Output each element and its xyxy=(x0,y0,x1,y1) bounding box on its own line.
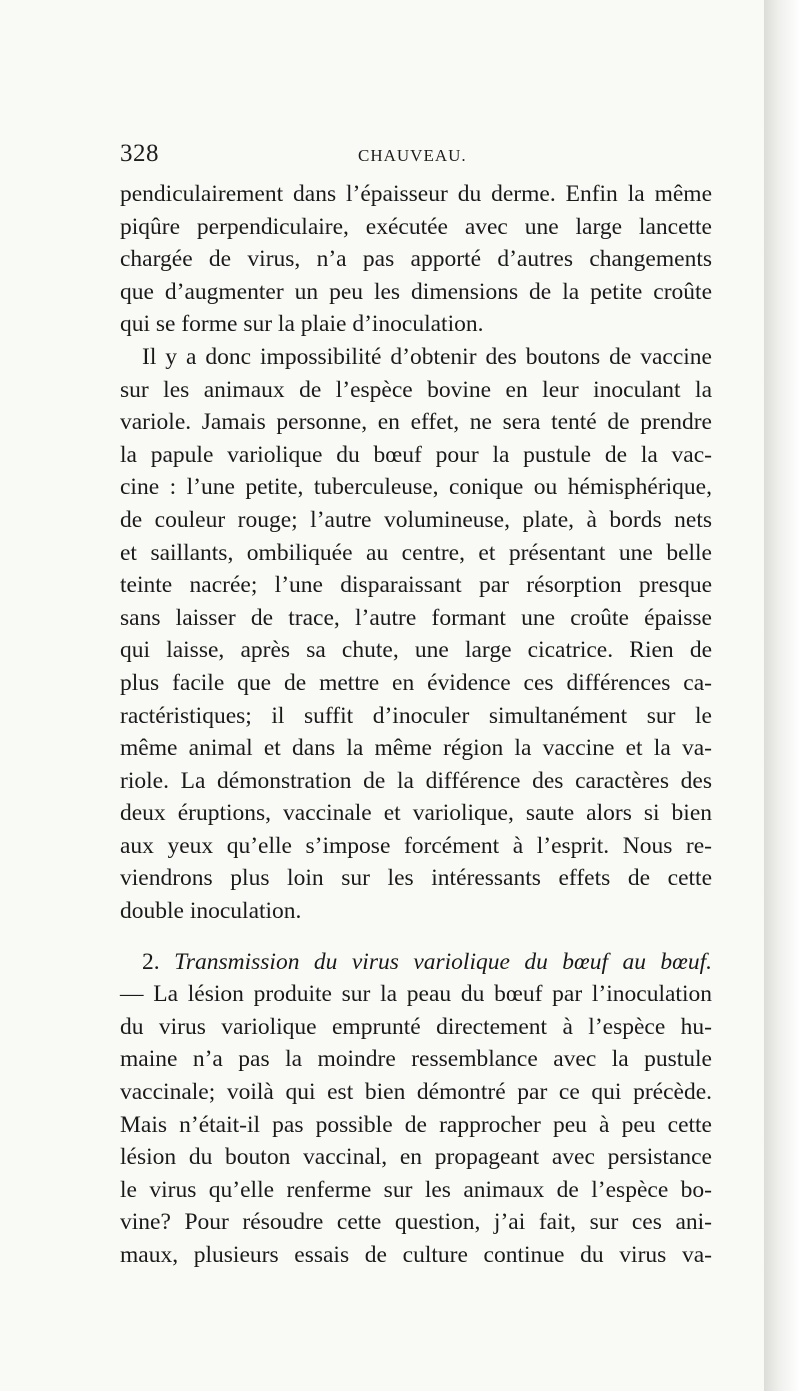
text-line: Il y a donc impossibilité d’obtenir des boutons de vaccine xyxy=(142,343,712,370)
text-line: plus facile que de mettre en évidence ces différences ca- xyxy=(120,669,712,696)
page-header xyxy=(120,140,712,170)
text-line: du virus variolique emprunté directement à l’espèce hu- xyxy=(120,1013,712,1040)
running-head: CHAUVEAU. xyxy=(358,146,467,165)
text-line: que d’augmenter un peu les dimensions de la petite croûte xyxy=(120,278,712,305)
text-line: viendrons plus loin sur les intéressants effets de cette xyxy=(120,865,712,892)
text-line: la papule variolique du bœuf pour la pustule de la vac- xyxy=(120,441,712,468)
text-line: pendiculairement dans l’épaisseur du derme. Enfin la même xyxy=(120,181,712,207)
text-line: sans laisser de trace, l’autre formant une croûte épaisse xyxy=(120,604,712,631)
text-line: piqûre perpendiculaire, exécutée avec une large lancette xyxy=(120,213,712,240)
text-line: aux yeux qu’elle s’impose forcément à l’esprit. Nous re- xyxy=(120,832,712,859)
text-line: de couleur rouge; l’autre volumineuse, plate, à bords nets xyxy=(120,506,712,533)
text-line: deux éruptions, vaccinale et variolique, saute alors si bien xyxy=(120,800,712,827)
text-line: et saillants, ombiliquée au centre, et présentant une belle xyxy=(120,539,712,566)
text-line: même animal et dans la même région la vaccine et la va- xyxy=(120,735,712,762)
section-spacer xyxy=(120,928,712,946)
section-number: 2. xyxy=(142,948,160,975)
text-line: teinte nacrée; l’une disparaissant par résorption presque xyxy=(120,572,712,599)
body-text xyxy=(120,178,712,1272)
text-line: vine? Pour résoudre cette question, j’ai fait, sur ces ani- xyxy=(120,1209,712,1236)
page-number: 328 xyxy=(120,140,159,167)
text-line: vaccinale; voilà qui est bien démontré par ce qui précède. xyxy=(120,1079,712,1106)
text-line: chargée de virus, n’a pas apporté d’autres changements xyxy=(120,246,712,273)
text-line: qui laisse, après sa chute, une large cicatrice. Rien de xyxy=(120,637,712,664)
text-line: double inoculation. xyxy=(120,898,302,925)
text-line: le virus qu’elle renferme sur les animaux de l’espèce bo- xyxy=(120,1176,712,1203)
text-line: riole. La démonstration de la différence des caractères des xyxy=(120,767,712,794)
section xyxy=(120,946,712,1272)
text-line: — La lésion produite sur la peau du bœuf par l’inoculation xyxy=(120,981,712,1008)
text-line: maine n’a pas la moindre ressemblance avec la pustule xyxy=(120,1046,712,1073)
text-line: qui se forme sur la plaie d’inoculation. xyxy=(120,311,484,338)
section-heading-line xyxy=(120,946,712,979)
page-edge-shadow xyxy=(764,0,800,1391)
text-line: cine : l’une petite, tuberculeuse, conique ou hémisphérique, xyxy=(120,474,712,501)
text-line: lésion du bouton vaccinal, en propageant avec persistance xyxy=(120,1144,712,1171)
paragraph xyxy=(120,341,712,928)
text-line: maux, plusieurs essais de culture continue du virus va- xyxy=(120,1242,712,1268)
text-line: sur les animaux de l’espèce bovine en leur inoculant la xyxy=(120,376,712,403)
text-line: variole. Jamais personne, en effet, ne sera tenté de prendre xyxy=(120,409,712,436)
text-line: ractéristiques; il suffit d’inoculer simultanément sur le xyxy=(120,702,712,729)
text-line: Mais n’était-il pas possible de rapprocher peu à peu cette xyxy=(120,1111,712,1138)
section-title: Transmission du virus variolique du bœuf au bœuf. xyxy=(174,948,712,975)
paragraph xyxy=(120,178,712,341)
